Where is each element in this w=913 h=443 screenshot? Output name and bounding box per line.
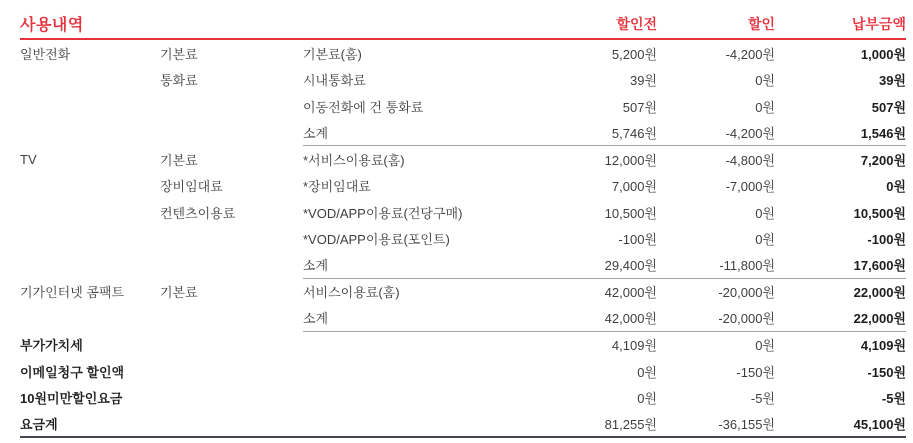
cell-payment: 39원: [878, 73, 906, 89]
cell-detail: 소계: [303, 120, 530, 147]
cell-payment: 45,100원: [853, 416, 906, 432]
cell-discount: -4,200원: [657, 120, 775, 147]
table-row: [20, 146, 906, 173]
table-row: [20, 173, 906, 200]
cell-category: TV: [20, 151, 37, 167]
cell-before-discount: 5,200원: [611, 46, 657, 62]
cell-discount: -7,000원: [725, 179, 775, 195]
cell-discount: 0원: [755, 73, 775, 89]
cell-payment: -100원: [867, 232, 906, 248]
cell-category: [20, 120, 160, 147]
cell-fee-type: [160, 385, 303, 412]
cell-payment: 4,109원: [860, 338, 906, 354]
cell-discount: -5원: [750, 391, 775, 407]
table-row: [20, 279, 906, 306]
cell-before-discount: 10,500원: [604, 205, 657, 221]
cell-category: [20, 226, 160, 253]
cell-detail: *VOD/APP이용료(포인트): [303, 232, 450, 248]
cell-detail: *장비임대료: [303, 179, 371, 195]
table-row: [20, 385, 906, 412]
column-header-payment: 납부금액: [851, 16, 906, 32]
cell-fee-type: [160, 93, 303, 120]
cell-payment: 7,200원: [860, 152, 906, 168]
cell-before-discount: 7,000원: [611, 179, 657, 195]
cell-detail: [303, 385, 530, 412]
cell-discount: -4,800원: [725, 152, 775, 168]
cell-discount: -11,800원: [657, 252, 775, 279]
cell-fee-type: [160, 332, 303, 359]
cell-category: 부가가치세: [20, 338, 83, 354]
cell-payment: 17,600원: [775, 252, 906, 279]
cell-fee-type: 컨텐츠이용료: [160, 205, 236, 221]
cell-fee-type: 장비임대료: [160, 179, 223, 195]
cell-category: 요금계: [20, 416, 58, 432]
cell-before-discount: -100원: [618, 232, 657, 248]
cell-payment: 10,500원: [853, 205, 906, 221]
cell-discount: -36,155원: [718, 416, 775, 432]
cell-category: [20, 199, 160, 226]
cell-payment: 1,546원: [775, 120, 906, 147]
cell-detail: *서비스이용료(홈): [303, 152, 405, 168]
cell-payment: 22,000원: [853, 285, 906, 301]
cell-detail: 소계: [303, 305, 530, 332]
cell-payment: -150원: [867, 364, 906, 380]
cell-detail: 서비스이용료(홈): [303, 285, 400, 301]
cell-detail: 기본료(홈): [303, 46, 362, 62]
cell-before-discount: 0원: [637, 364, 657, 380]
cell-fee-type: 기본료: [160, 46, 198, 62]
cell-payment: 22,000원: [775, 305, 906, 332]
cell-discount: -150원: [736, 364, 775, 380]
cell-before-discount: 39원: [629, 73, 657, 89]
cell-payment: 1,000원: [860, 46, 906, 62]
cell-category: 10원미만할인요금: [20, 391, 123, 407]
cell-before-discount: 507원: [622, 99, 657, 115]
cell-category: [20, 93, 160, 120]
cell-fee-type: [160, 305, 303, 332]
usage-table: [20, 12, 906, 438]
cell-category: 기가인터넷 콤팩트: [20, 285, 125, 301]
cell-fee-type: [160, 226, 303, 253]
cell-category: [20, 173, 160, 200]
cell-discount: -20,000원: [657, 305, 775, 332]
cell-fee-type: 기본료: [160, 152, 198, 168]
cell-detail: 이동전화에 건 통화료: [303, 99, 424, 115]
cell-detail: 소계: [303, 252, 530, 279]
cell-detail: [303, 358, 530, 385]
cell-fee-type: [160, 252, 303, 279]
table-row: [20, 40, 906, 67]
cell-payment: 0원: [886, 179, 906, 195]
cell-fee-type: 기본료: [160, 285, 198, 301]
cell-fee-type: 통화료: [160, 73, 198, 89]
cell-before-discount: 42,000원: [530, 305, 657, 332]
table-row: [20, 358, 906, 385]
cell-category: [20, 67, 160, 94]
table-row: [20, 120, 906, 147]
cell-category: [20, 305, 160, 332]
cell-category: 이메일청구 할인액: [20, 364, 125, 380]
cell-payment: 507원: [871, 99, 906, 115]
table-row: [20, 199, 906, 226]
cell-discount: -4,200원: [725, 46, 775, 62]
cell-before-discount: 5,746원: [530, 120, 657, 147]
table-row: [20, 411, 906, 438]
cell-before-discount: 42,000원: [604, 285, 657, 301]
cell-detail: [303, 332, 530, 359]
column-header-before-discount: 할인전: [616, 16, 657, 32]
cell-fee-type: [160, 411, 303, 436]
table-row: [20, 305, 906, 332]
cell-payment: -5원: [881, 391, 906, 407]
page-title: 사용내역: [20, 17, 84, 34]
cell-before-discount: 81,255원: [604, 416, 657, 432]
table-row: [20, 332, 906, 359]
cell-discount: 0원: [755, 205, 775, 221]
cell-discount: 0원: [755, 338, 775, 354]
cell-category: [20, 252, 160, 279]
cell-detail: [303, 411, 530, 436]
table-row: [20, 226, 906, 253]
cell-before-discount: 29,400원: [530, 252, 657, 279]
cell-discount: 0원: [755, 232, 775, 248]
table-row: [20, 93, 906, 120]
table-row: [20, 252, 906, 279]
cell-before-discount: 4,109원: [611, 338, 657, 354]
cell-discount: 0원: [755, 99, 775, 115]
cell-discount: -20,000원: [718, 285, 775, 301]
cell-fee-type: [160, 120, 303, 147]
cell-category: 일반전화: [20, 46, 71, 62]
cell-fee-type: [160, 358, 303, 385]
table-body: [20, 40, 906, 438]
column-header-discount: 할인: [747, 16, 775, 32]
cell-detail: *VOD/APP이용료(건당구매): [303, 205, 463, 221]
cell-before-discount: 0원: [637, 391, 657, 407]
cell-detail: 시내통화료: [303, 73, 366, 89]
table-row: [20, 67, 906, 94]
cell-before-discount: 12,000원: [604, 152, 657, 168]
table-header-row: [20, 12, 906, 40]
